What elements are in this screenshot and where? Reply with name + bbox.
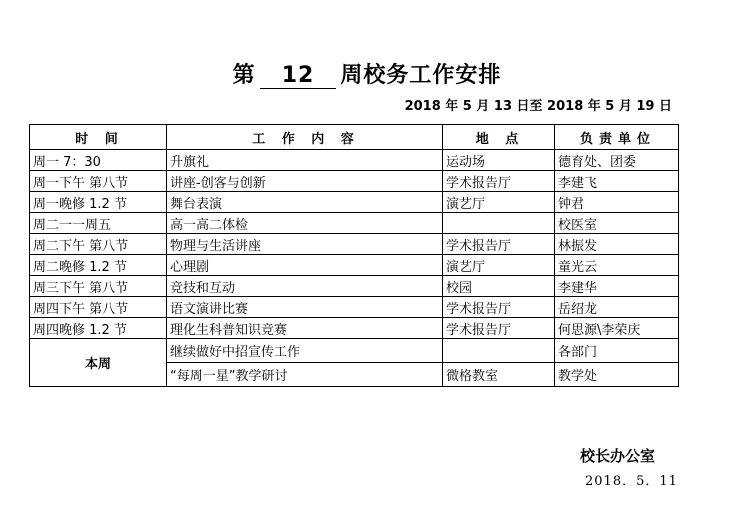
table-row (30, 297, 679, 318)
cell-content: 讲座-创客与创新 (167, 171, 443, 192)
week-number: 12 (260, 64, 337, 89)
header-time: 时 间 (30, 125, 167, 150)
cell-responsible: 林振发 (555, 234, 679, 255)
signature: 校长办公室 (580, 447, 656, 465)
cell-location: 微格教室 (443, 363, 555, 387)
table-header-row (30, 125, 679, 150)
cell-location: 学术报告厅 (443, 297, 555, 318)
table-row (30, 318, 679, 339)
header-content: 工 作 内 容 (167, 125, 443, 150)
cell-time: 周二一一周五 (30, 213, 167, 234)
cell-location: 校园 (443, 276, 555, 297)
header-location: 地 点 (443, 125, 555, 150)
page-title (0, 58, 734, 89)
cell-responsible: 李建飞 (555, 171, 679, 192)
title-prefix: 第 (232, 63, 256, 88)
cell-location: 学术报告厅 (443, 234, 555, 255)
cell-time: 周三下午 第八节 (30, 276, 167, 297)
cell-week-label: 本周 (30, 339, 167, 387)
table-row (30, 255, 679, 276)
cell-responsible: 钟君 (555, 192, 679, 213)
cell-location (443, 213, 555, 234)
cell-time: 周四晚修 1.2 节 (30, 318, 167, 339)
table-row (30, 276, 679, 297)
cell-content: 舞台表演 (167, 192, 443, 213)
table-row (30, 171, 679, 192)
table-row (30, 234, 679, 255)
cell-content: 竞技和互动 (167, 276, 443, 297)
cell-responsible: 何思源\李荣庆 (555, 318, 679, 339)
cell-location (443, 339, 555, 363)
cell-time: 周四下午 第八节 (30, 297, 167, 318)
cell-responsible: 各部门 (555, 339, 679, 363)
cell-responsible: 李建华 (555, 276, 679, 297)
table-row (30, 213, 679, 234)
cell-responsible: 岳绍龙 (555, 297, 679, 318)
cell-responsible: 校医室 (555, 213, 679, 234)
signature-date: 2018．5．11 (585, 474, 678, 489)
cell-time: 周一 7：30 (30, 150, 167, 171)
cell-location: 学术报告厅 (443, 171, 555, 192)
cell-location: 演艺厅 (443, 192, 555, 213)
date-range: 2018 年 5 月 13 日至 2018 年 5 月 19 日 (404, 99, 672, 114)
cell-location: 运动场 (443, 150, 555, 171)
table-row (30, 150, 679, 171)
cell-responsible: 教学处 (555, 363, 679, 387)
cell-content: 升旗礼 (167, 150, 443, 171)
table-row (30, 192, 679, 213)
cell-responsible: 童光云 (555, 255, 679, 276)
cell-time: 周二下午 第八节 (30, 234, 167, 255)
title-suffix: 周校务工作安排 (340, 63, 502, 88)
cell-time: 周一晚修 1.2 节 (30, 192, 167, 213)
cell-content: 继续做好中招宣传工作 (167, 339, 443, 363)
cell-content: 理化生科普知识竞赛 (167, 318, 443, 339)
cell-content: 心理剧 (167, 255, 443, 276)
cell-content: 高一高二体检 (167, 213, 443, 234)
header-responsible: 负责单位 (555, 125, 679, 150)
cell-content: 语文演讲比赛 (167, 297, 443, 318)
cell-content: 物理与生活讲座 (167, 234, 443, 255)
cell-content: “每周一星”教学研讨 (167, 363, 443, 387)
cell-location: 演艺厅 (443, 255, 555, 276)
cell-responsible: 德育处、团委 (555, 150, 679, 171)
table-row (30, 339, 679, 363)
schedule-table (29, 124, 679, 387)
cell-time: 周二晚修 1.2 节 (30, 255, 167, 276)
cell-location: 学术报告厅 (443, 318, 555, 339)
cell-time: 周一下午 第八节 (30, 171, 167, 192)
